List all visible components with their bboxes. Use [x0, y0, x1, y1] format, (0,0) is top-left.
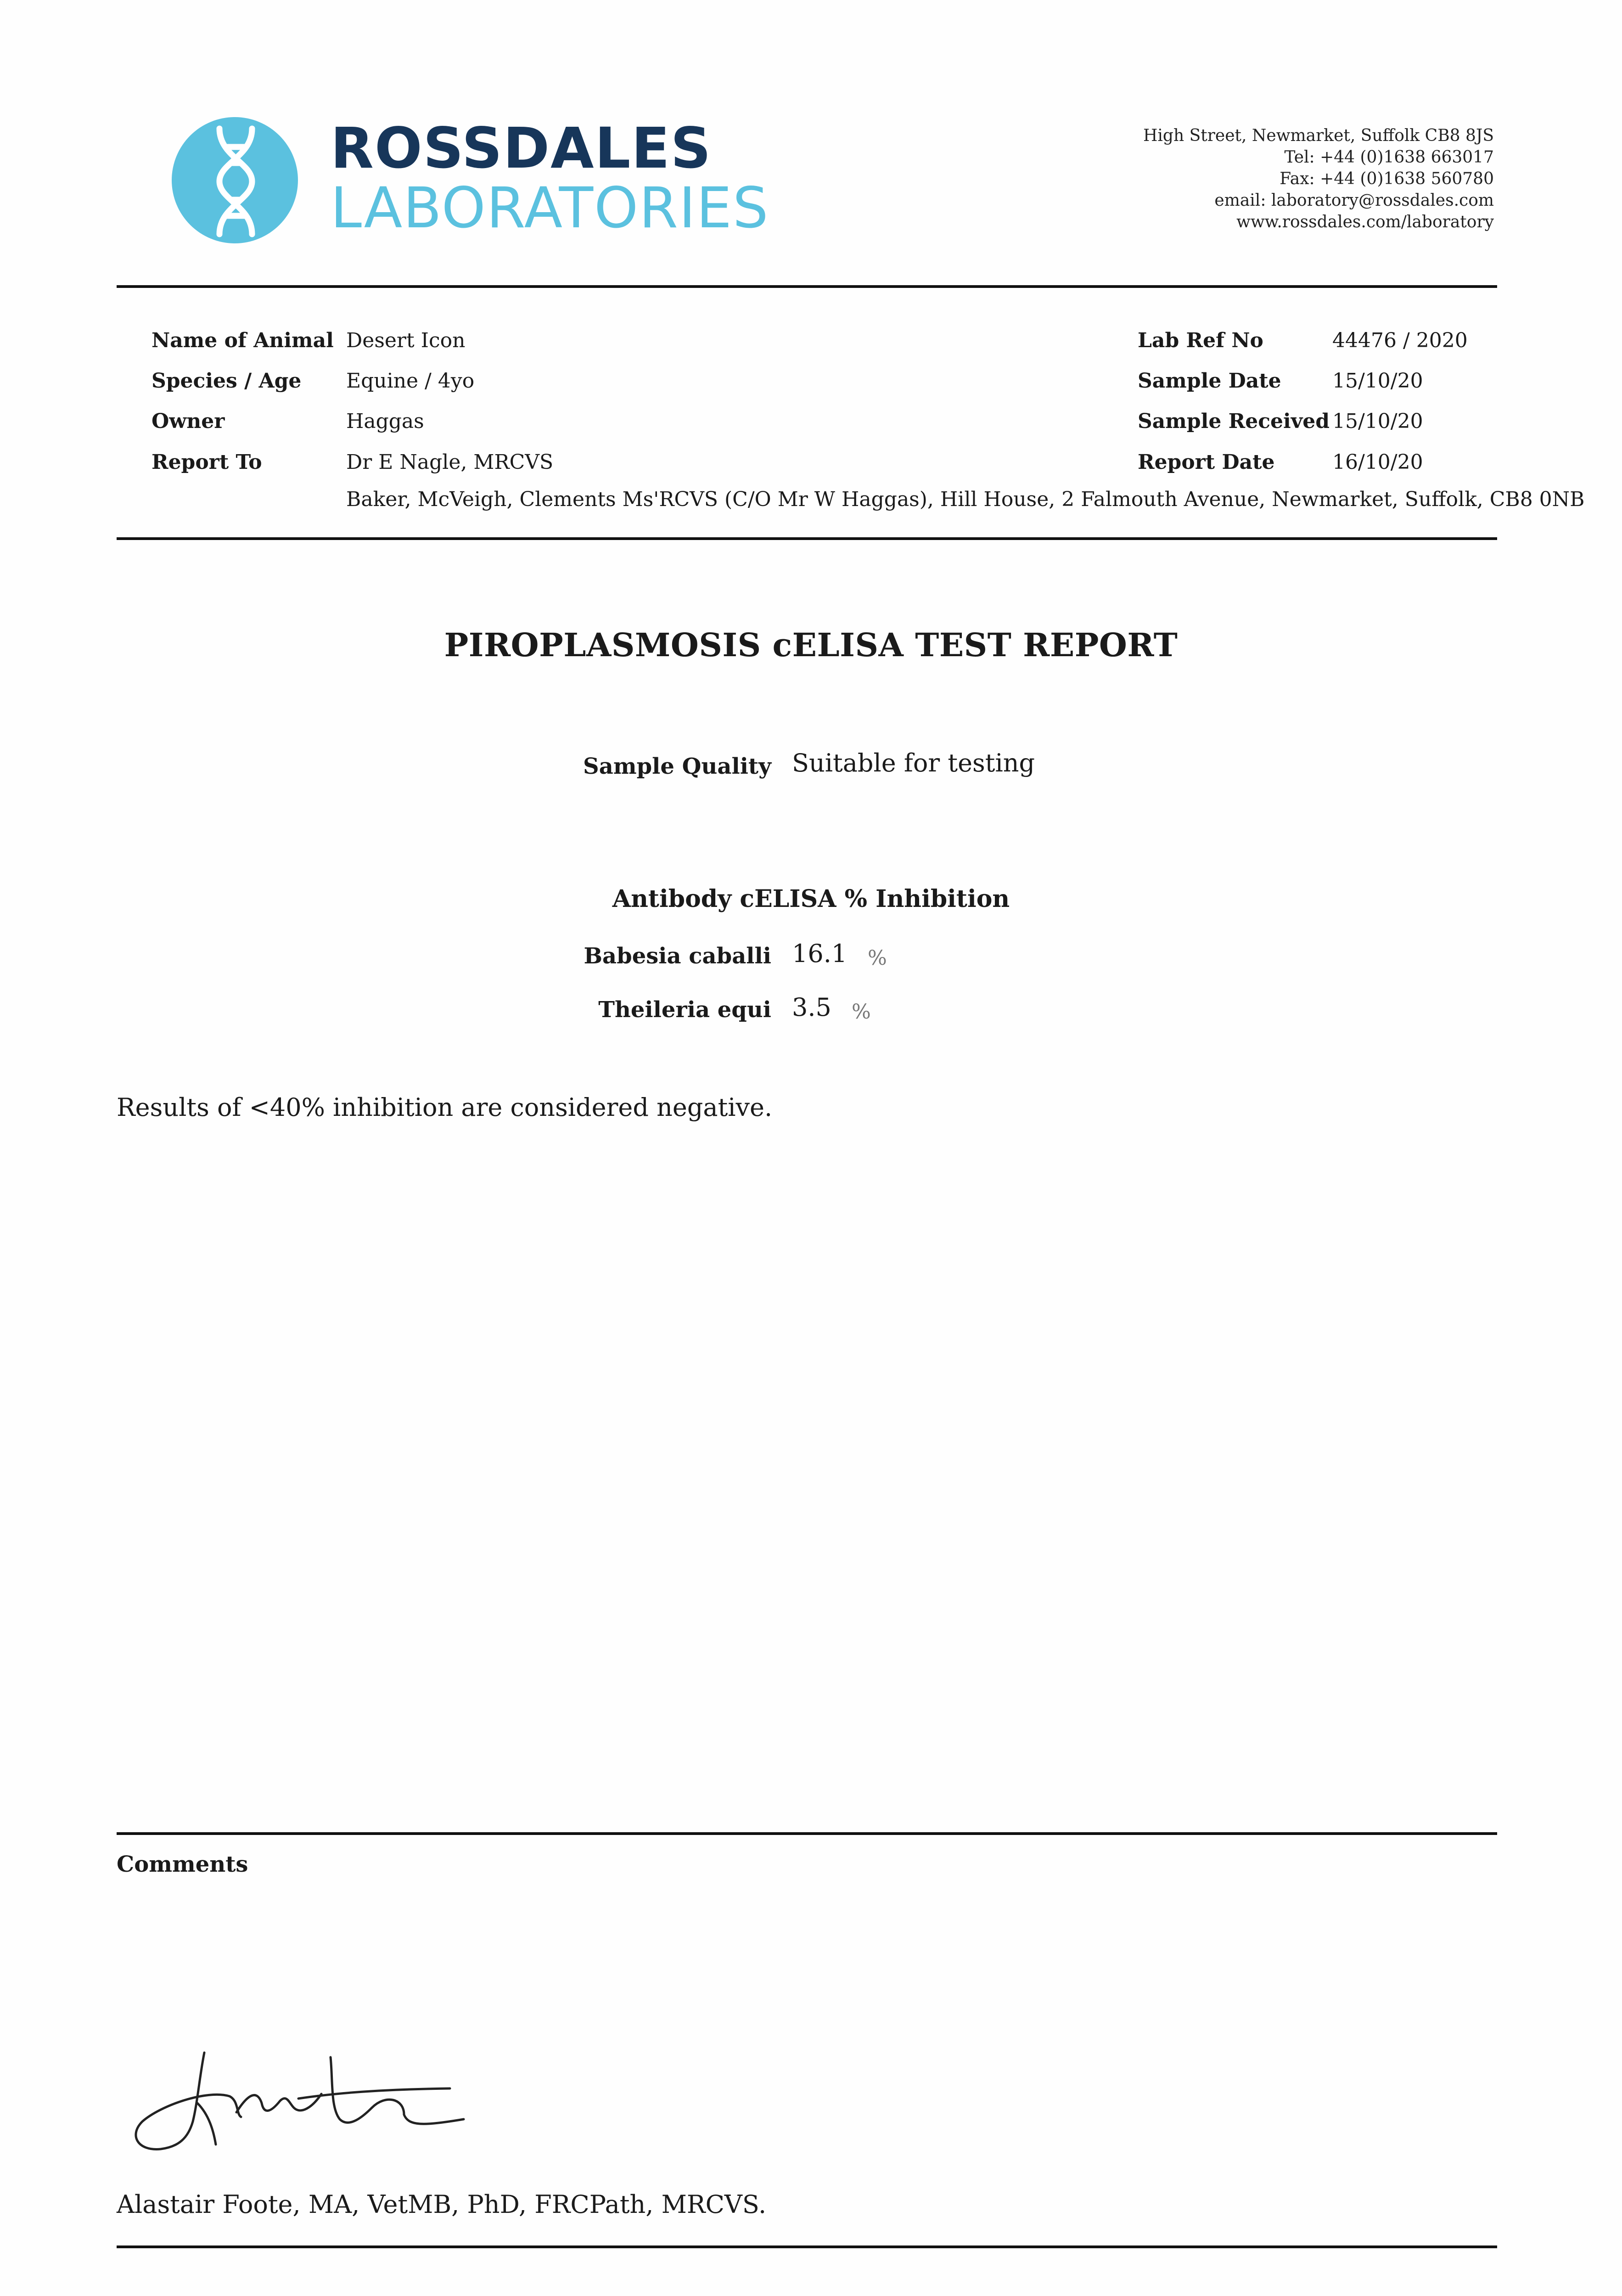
report-to-address: Baker, McVeigh, Clements Ms'RCVS (C/O Mr W Haggas), Hill House, 2 Falmouth Avenue, Newmarket, Suffolk, CB8 0NB [346, 488, 1585, 511]
divider [117, 537, 1497, 540]
report-to-value: Dr E Nagle, MRCVS [346, 450, 554, 474]
owner-value: Haggas [346, 410, 424, 433]
lab-ref-label: Lab Ref No [1138, 329, 1263, 352]
sample-date-label: Sample Date [1138, 369, 1281, 393]
result-unit-babesia: % [868, 946, 887, 970]
divider [117, 1832, 1497, 1835]
contact-block [1143, 125, 1494, 233]
result-unit-theileria: % [852, 1000, 871, 1024]
tel-line: Tel: +44 (0)1638 663017 [1284, 148, 1494, 167]
sample-received-value: 15/10/20 [1332, 410, 1423, 433]
result-label-theileria: Theileria equi [598, 997, 771, 1023]
report-title: PIROPLASMOSIS cELISA TEST REPORT [444, 626, 1178, 664]
comments-label: Comments [117, 1851, 248, 1877]
name-value: Desert Icon [346, 329, 466, 352]
result-label-babesia: Babesia caballi [584, 943, 771, 969]
signatory-name: Alastair Foote, MA, VetMB, PhD, FRCPath, MRCVS. [117, 2190, 767, 2219]
result-value-babesia: 16.1 [792, 939, 847, 968]
lab-ref-value: 44476 / 2020 [1332, 329, 1468, 352]
species-label: Species / Age [152, 369, 302, 393]
sample-date-value: 15/10/20 [1332, 369, 1423, 393]
signature-image [124, 2039, 473, 2160]
brand-name-line2: LABORATORIES [331, 175, 769, 241]
report-date-label: Report Date [1138, 450, 1275, 474]
fax-line: Fax: +44 (0)1638 560780 [1280, 169, 1494, 188]
brand-name-line1: ROSSDALES [331, 116, 712, 181]
result-note: Results of <40% inhibition are considered negative. [117, 1093, 773, 1122]
address-line: High Street, Newmarket, Suffolk CB8 8JS [1143, 126, 1494, 145]
report-to-label: Report To [152, 450, 262, 474]
antibody-heading: Antibody cELISA % Inhibition [612, 885, 1010, 913]
sample-quality-label: Sample Quality [583, 754, 771, 779]
result-value-theileria: 3.5 [792, 993, 831, 1022]
divider [117, 2245, 1497, 2248]
divider [117, 285, 1497, 288]
name-label: Name of Animal [152, 329, 334, 352]
owner-label: Owner [152, 410, 225, 433]
email-link[interactable]: email: laboratory@rossdales.com [1214, 191, 1494, 210]
logo-dna-icon [172, 117, 298, 243]
website-link[interactable]: www.rossdales.com/laboratory [1236, 213, 1494, 231]
report-date-value: 16/10/20 [1332, 450, 1423, 474]
sample-received-label: Sample Received [1138, 410, 1330, 433]
sample-quality-value: Suitable for testing [792, 748, 1035, 777]
species-value: Equine / 4yo [346, 369, 475, 393]
